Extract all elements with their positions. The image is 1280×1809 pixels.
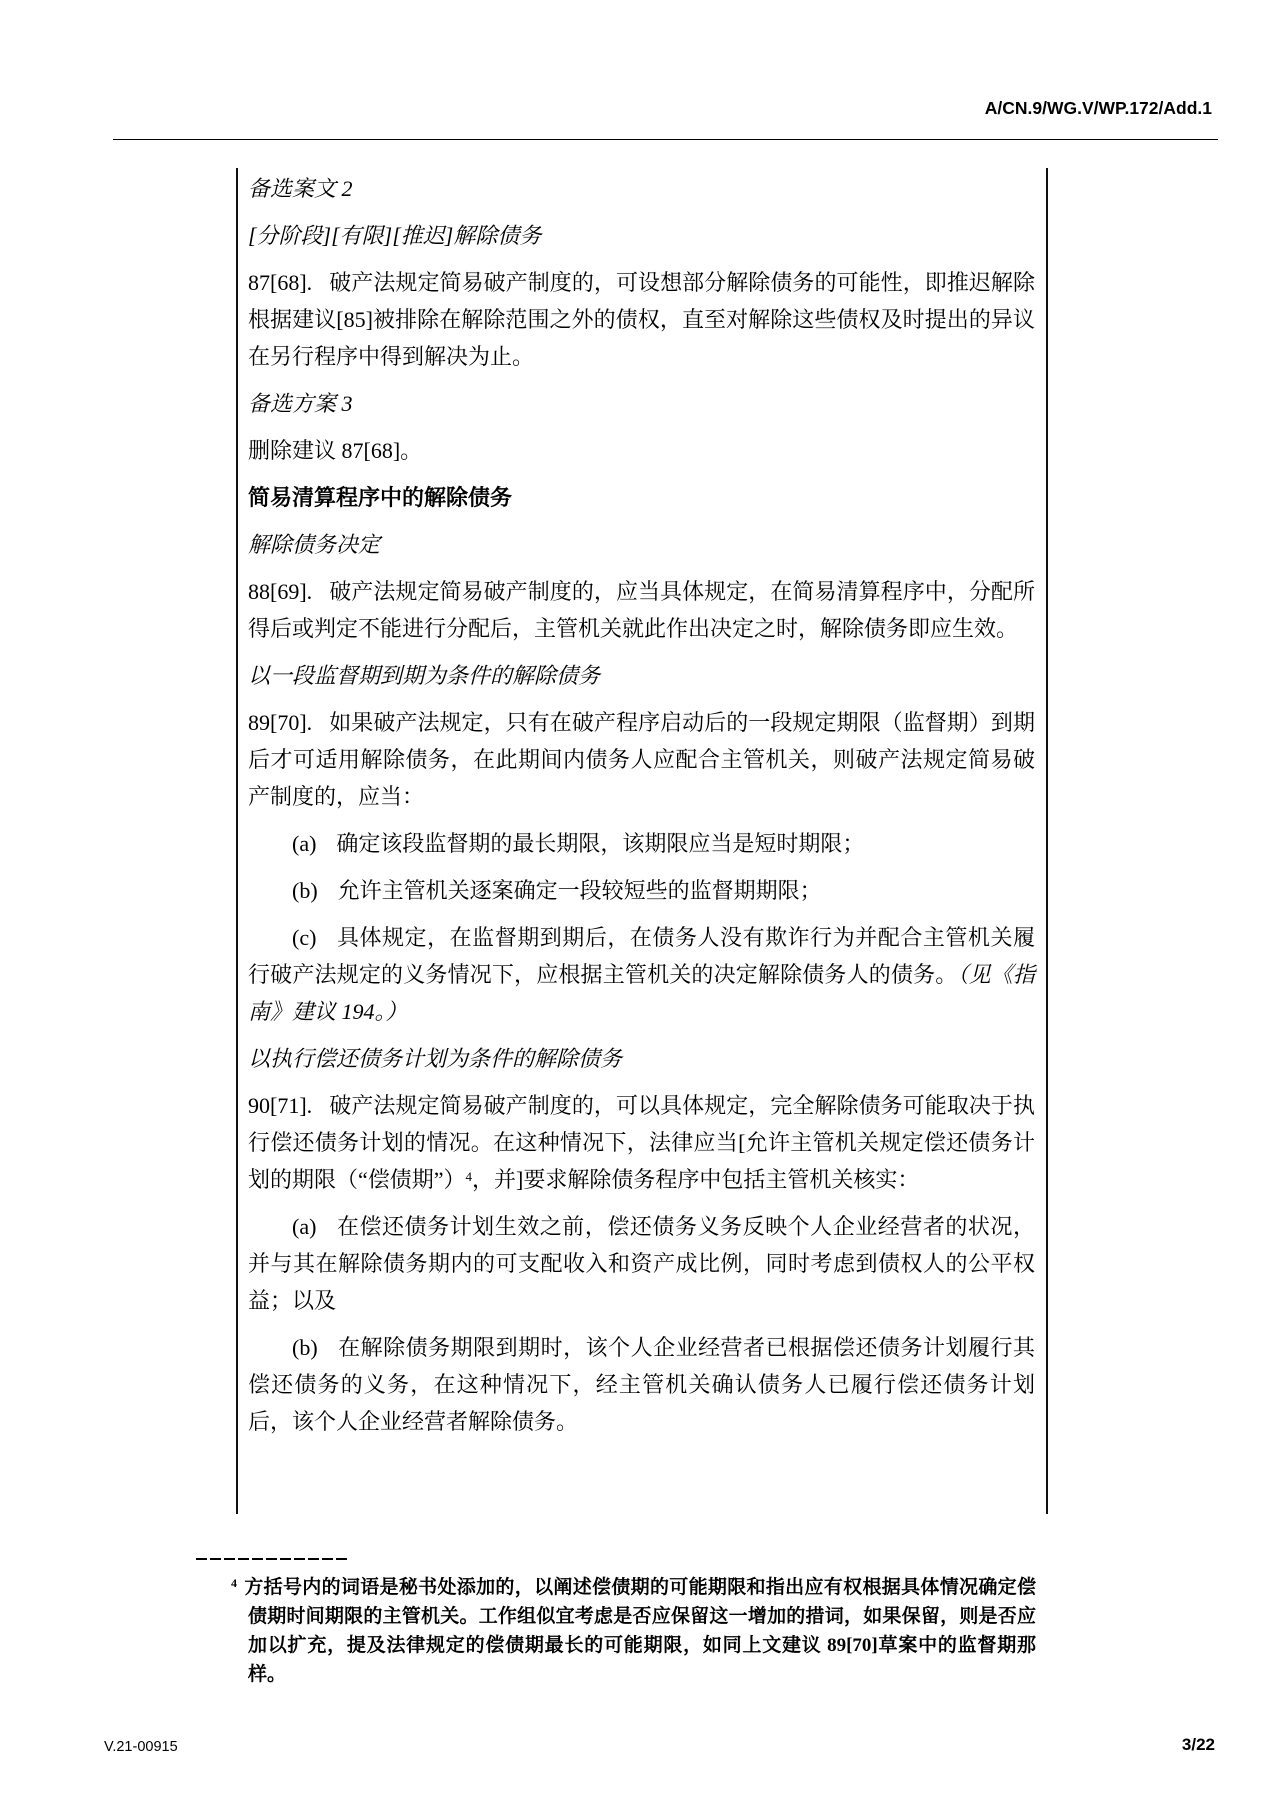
list-item-text: 在偿还债务计划生效之前，偿还债务义务反映个人企业经营者的状况，并与其在解除债务期内的可支配收入和资产成比例，同时考虑到债权人的公平权益；以及	[248, 1214, 1035, 1313]
recommendation-number: 90[71].	[248, 1093, 313, 1118]
list-item-text: 在解除债务期限到期时，该个人企业经营者已根据偿还债务计划履行其偿还债务的义务，在这种情况下，经主管机关确认债务人已履行偿还债务计划后，该个人企业经营者解除债务。	[248, 1335, 1035, 1434]
job-number: V.21-00915	[104, 1739, 178, 1755]
recommendation-87-68	[248, 264, 1035, 375]
recommendation-number: 87[68].	[248, 270, 313, 295]
monitoring-period-subheading: 以一段监督期到期为条件的解除债务	[248, 663, 601, 688]
header-divider	[113, 139, 1218, 140]
recommendation-text: 破产法规定简易破产制度的，可以具体规定，完全解除债务可能取决于执行偿还债务计划的情况。在这种情况下，法律应当[允许主管机关规定偿还债务计划的期限（“偿债期”）	[248, 1093, 1035, 1192]
list-item-a2	[248, 1208, 1035, 1319]
page-number: 3/22	[1181, 1735, 1215, 1754]
alt-option-heading: 备选方案 3	[248, 391, 353, 416]
list-item-a	[248, 825, 1035, 862]
discharge-subheading: [分阶段][有限][推迟]解除债务	[248, 223, 542, 248]
list-item-b2	[248, 1329, 1035, 1440]
list-item-label: (c)	[292, 925, 317, 950]
document-body	[248, 170, 1035, 1440]
list-item-label: (a)	[292, 831, 317, 856]
recommendation-number: 88[69].	[248, 579, 313, 604]
recommendation-90-71	[248, 1087, 1035, 1198]
change-bar-right	[1046, 168, 1048, 1514]
document-symbol: A/CN.9/WG.V/WP.172/Add.1	[984, 98, 1212, 118]
recommendation-89-70	[248, 704, 1035, 815]
footnote-4	[231, 1573, 1036, 1689]
guide-reference: （见《指南》建议 194。）	[248, 962, 1035, 1024]
footnote-number: 4	[231, 1576, 237, 1590]
repayment-plan-subheading: 以执行偿还债务计划为条件的解除债务	[248, 1046, 623, 1071]
recommendation-text: ，并]要求解除债务程序中包括主管机关核实：	[472, 1167, 920, 1192]
recommendation-text: 破产法规定简易破产制度的，应当具体规定，在简易清算程序中，分配所得后或判定不能进行分配后，主管机关就此作出决定之时，解除债务即应生效。	[248, 579, 1035, 641]
alt-text-heading: 备选案文 2	[248, 176, 353, 201]
recommendation-number: 89[70].	[248, 710, 313, 735]
list-item-c	[248, 919, 1035, 1030]
recommendation-text: 如果破产法规定，只有在破产程序启动后的一段规定期限（监督期）到期后才可适用解除债务，在此期间内债务人应配合主管机关，则破产法规定简易破产制度的，应当：	[248, 710, 1035, 809]
delete-recommendation-note: 删除建议 87[68]。	[248, 438, 423, 463]
footnote-text: 方括号内的词语是秘书处添加的，以阐述偿债期的可能期限和指出应有权根据具体情况确定偿债期时间期限的主管机关。工作组似宜考虑是否应保留这一增加的措词，如果保留，则是否应加以扩充，提及法律规定的偿债期最长的可能期限，如同上文建议 89[70]草案中的监督期那样。	[244, 1577, 1036, 1685]
change-bar-left	[236, 168, 238, 1514]
recommendation-88-69	[248, 573, 1035, 647]
list-item-text: 确定该段监督期的最长期限，该期限应当是短时期限；	[336, 831, 865, 856]
list-item-label: (a)	[292, 1214, 317, 1239]
footnote-reference-marker: 4	[465, 1169, 473, 1184]
list-item-text: 具体规定，在监督期到期后，在债务人没有欺诈行为并配合主管机关履行破产法规定的义务情况下，应根据主管机关的决定解除债务人的债务。	[248, 925, 1035, 987]
section-heading: 简易清算程序中的解除债务	[248, 485, 513, 510]
discharge-decision-subheading: 解除债务决定	[248, 532, 381, 557]
footnote-area	[196, 1558, 1036, 1689]
list-item-text: 允许主管机关逐案确定一段较短些的监督期期限；	[337, 878, 822, 903]
list-item-label: (b)	[292, 878, 318, 903]
list-item-b	[248, 872, 1035, 909]
list-item-label: (b)	[292, 1335, 318, 1360]
recommendation-text: 破产法规定简易破产制度的，可设想部分解除债务的可能性，即推迟解除根据建议[85]被排除在解除范围之外的债权，直至对解除这些债权及时提出的异议在另行程序中得到解决为止。	[248, 270, 1035, 369]
footnote-separator	[196, 1558, 349, 1560]
